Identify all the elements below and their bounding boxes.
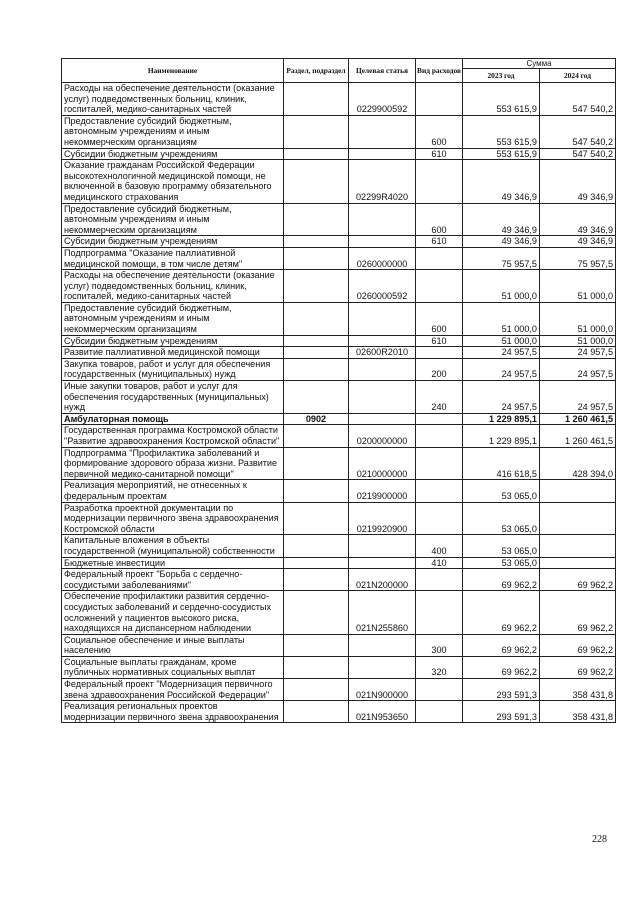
row-value-2023: 553 615,9 — [463, 148, 540, 160]
row-value-2023: 51 000,0 — [463, 270, 540, 303]
row-kind — [416, 413, 463, 425]
row-section — [284, 480, 349, 502]
row-section — [284, 203, 349, 236]
row-name: Субсидии бюджетным учреждениям — [62, 236, 284, 248]
row-code: 0200000000 — [349, 425, 416, 447]
row-code — [349, 358, 416, 380]
row-kind — [416, 160, 463, 203]
row-kind — [416, 447, 463, 480]
row-value-2023: 1 229 895,1 — [463, 413, 540, 425]
row-section — [284, 115, 349, 148]
table-row — [62, 413, 616, 425]
row-name: Закупка товаров, работ и услуг для обеспечения государственных (муниципальных) нужд — [62, 358, 284, 380]
row-section — [284, 447, 349, 480]
row-kind — [416, 569, 463, 591]
row-value-2023: 293 591,3 — [463, 701, 540, 723]
row-name: Подпрограмма "Профилактика заболеваний и формирование здорового образа жизни. Развитие первичной медико-санитарной помощи" — [62, 447, 284, 480]
row-kind: 410 — [416, 557, 463, 569]
row-code: 021N900000 — [349, 679, 416, 701]
row-value-2024: 51 000,0 — [540, 302, 616, 335]
row-kind — [416, 502, 463, 535]
header-year-2024: 2024 год — [540, 69, 616, 83]
table-row — [62, 115, 616, 148]
row-section — [284, 701, 349, 723]
row-code — [349, 203, 416, 236]
row-code — [349, 413, 416, 425]
table-row — [62, 557, 616, 569]
table-row — [62, 701, 616, 723]
row-name: Реализация мероприятий, не отнесенных к федеральным проектам — [62, 480, 284, 502]
row-value-2023: 69 962,2 — [463, 656, 540, 678]
row-code: 021N255860 — [349, 591, 416, 634]
table-row — [62, 381, 616, 414]
row-section — [284, 557, 349, 569]
table-row — [62, 236, 616, 248]
row-code: 02299R4020 — [349, 160, 416, 203]
row-code: 0219920900 — [349, 502, 416, 535]
row-value-2024: 547 540,2 — [540, 148, 616, 160]
row-code: 0219900000 — [349, 480, 416, 502]
row-code — [349, 335, 416, 347]
row-name: Субсидии бюджетным учреждениям — [62, 148, 284, 160]
table-row — [62, 302, 616, 335]
row-kind — [416, 591, 463, 634]
row-value-2024 — [540, 557, 616, 569]
table-row — [62, 160, 616, 203]
row-value-2023: 51 000,0 — [463, 302, 540, 335]
row-name: Капитальные вложения в объекты государственной (муниципальной) собственности — [62, 535, 284, 557]
row-value-2023: 416 618,5 — [463, 447, 540, 480]
row-code — [349, 236, 416, 248]
row-name: Федеральный проект "Модернизация первичного звена здравоохранения Российской Федерации" — [62, 679, 284, 701]
row-section — [284, 160, 349, 203]
row-kind — [416, 701, 463, 723]
row-name: Предоставление субсидий бюджетным, автономным учреждениям и иным некоммерческим организациям — [62, 203, 284, 236]
row-kind — [416, 425, 463, 447]
table-row — [62, 358, 616, 380]
row-name: Субсидии бюджетным учреждениям — [62, 335, 284, 347]
table-row — [62, 591, 616, 634]
table-row — [62, 634, 616, 656]
row-section — [284, 148, 349, 160]
table-row — [62, 656, 616, 678]
table-row — [62, 480, 616, 502]
row-name: Социальные выплаты гражданам, кроме публичных нормативных социальных выплат — [62, 656, 284, 678]
row-value-2023: 49 346,9 — [463, 203, 540, 236]
table-row — [62, 247, 616, 269]
row-value-2023: 53 065,0 — [463, 535, 540, 557]
row-name: Амбулаторная помощь — [62, 413, 284, 425]
row-section — [284, 679, 349, 701]
row-value-2023: 69 962,2 — [463, 634, 540, 656]
row-code: 021N200000 — [349, 569, 416, 591]
row-value-2024: 1 260 461,5 — [540, 413, 616, 425]
row-code — [349, 302, 416, 335]
table-row — [62, 148, 616, 160]
row-value-2023: 53 065,0 — [463, 480, 540, 502]
row-value-2023: 75 957,5 — [463, 247, 540, 269]
row-value-2024: 69 962,2 — [540, 634, 616, 656]
row-section — [284, 335, 349, 347]
row-value-2024 — [540, 480, 616, 502]
row-name: Предоставление субсидий бюджетным, автономным учреждениям и иным некоммерческим организациям — [62, 302, 284, 335]
table-row — [62, 270, 616, 303]
row-code — [349, 634, 416, 656]
table-row — [62, 447, 616, 480]
row-value-2024: 69 962,2 — [540, 591, 616, 634]
row-value-2024: 358 431,8 — [540, 701, 616, 723]
row-section — [284, 236, 349, 248]
row-section — [284, 656, 349, 678]
row-value-2023: 49 346,9 — [463, 160, 540, 203]
row-code: 0260000592 — [349, 270, 416, 303]
table-row — [62, 335, 616, 347]
row-kind: 600 — [416, 115, 463, 148]
row-section — [284, 502, 349, 535]
row-name: Федеральный проект "Борьба с сердечно-сосудистыми заболеваниями" — [62, 569, 284, 591]
row-kind: 400 — [416, 535, 463, 557]
row-code — [349, 535, 416, 557]
row-code: 0210000000 — [349, 447, 416, 480]
row-value-2023: 553 615,9 — [463, 83, 540, 116]
header-kind: Вид расходов — [416, 59, 463, 83]
row-value-2024: 51 000,0 — [540, 270, 616, 303]
row-kind — [416, 347, 463, 359]
row-name: Расходы на обеспечение деятельности (оказание услуг) подведомственных больниц, клиник, госпиталей, медико-санитарных частей — [62, 270, 284, 303]
row-kind — [416, 679, 463, 701]
row-value-2023: 1 229 895,1 — [463, 425, 540, 447]
row-name: Развитие паллиативной медицинской помощи — [62, 347, 284, 359]
row-kind: 320 — [416, 656, 463, 678]
row-value-2024: 75 957,5 — [540, 247, 616, 269]
row-name: Обеспечение профилактики развития сердечно-сосудистых заболеваний и сердечно-сосудистых осложнений у пациентов высокого риска, находящихся на диспансерном наблюдении — [62, 591, 284, 634]
row-value-2024: 51 000,0 — [540, 335, 616, 347]
row-value-2024: 49 346,9 — [540, 160, 616, 203]
header-year-2023: 2023 год — [463, 69, 540, 83]
row-section — [284, 634, 349, 656]
row-name: Бюджетные инвестиции — [62, 557, 284, 569]
row-value-2024 — [540, 535, 616, 557]
table-row — [62, 535, 616, 557]
table-row — [62, 679, 616, 701]
row-code: 02600R2010 — [349, 347, 416, 359]
table-row — [62, 83, 616, 116]
row-value-2023: 24 957,5 — [463, 358, 540, 380]
table-row — [62, 569, 616, 591]
row-value-2023: 53 065,0 — [463, 502, 540, 535]
row-section — [284, 347, 349, 359]
row-value-2023: 293 591,3 — [463, 679, 540, 701]
row-value-2024 — [540, 502, 616, 535]
row-value-2024: 358 431,8 — [540, 679, 616, 701]
row-kind: 600 — [416, 203, 463, 236]
page-number: 228 — [592, 834, 607, 845]
row-kind — [416, 247, 463, 269]
row-section — [284, 535, 349, 557]
row-value-2024: 49 346,9 — [540, 236, 616, 248]
row-value-2024: 547 540,2 — [540, 115, 616, 148]
row-value-2023: 69 962,2 — [463, 591, 540, 634]
row-name: Предоставление субсидий бюджетным, автономным учреждениям и иным некоммерческим организациям — [62, 115, 284, 148]
row-section — [284, 270, 349, 303]
row-value-2024: 24 957,5 — [540, 381, 616, 414]
row-section: 0902 — [284, 413, 349, 425]
table-row — [62, 502, 616, 535]
header-section: Раздел, подраздел — [284, 59, 349, 83]
row-code: 0229900592 — [349, 83, 416, 116]
row-name: Иные закупки товаров, работ и услуг для обеспечения государственных (муниципальных) нужд — [62, 381, 284, 414]
table-row — [62, 347, 616, 359]
row-code — [349, 148, 416, 160]
row-name: Социальное обеспечение и иные выплаты населению — [62, 634, 284, 656]
row-section — [284, 425, 349, 447]
row-kind: 610 — [416, 335, 463, 347]
row-value-2024: 547 540,2 — [540, 83, 616, 116]
row-value-2023: 24 957,5 — [463, 347, 540, 359]
row-value-2024: 69 962,2 — [540, 656, 616, 678]
row-kind — [416, 270, 463, 303]
row-section — [284, 591, 349, 634]
row-section — [284, 247, 349, 269]
row-value-2023: 49 346,9 — [463, 236, 540, 248]
row-name: Оказание гражданам Российской Федерации высокотехнологичной медицинской помощи, не включенной в базовую программу обязательного медицинского страхования — [62, 160, 284, 203]
row-value-2024: 1 260 461,5 — [540, 425, 616, 447]
row-kind: 610 — [416, 148, 463, 160]
row-name: Подпрограмма "Оказание паллиативной медицинской помощи, в том числе детям" — [62, 247, 284, 269]
row-kind: 610 — [416, 236, 463, 248]
budget-table — [61, 58, 616, 723]
row-value-2023: 69 962,2 — [463, 569, 540, 591]
row-name: Реализация региональных проектов модернизации первичного звена здравоохранения — [62, 701, 284, 723]
row-section — [284, 302, 349, 335]
row-code — [349, 115, 416, 148]
row-value-2023: 553 615,9 — [463, 115, 540, 148]
row-value-2024: 428 394,0 — [540, 447, 616, 480]
row-value-2024: 49 346,9 — [540, 203, 616, 236]
row-kind: 200 — [416, 358, 463, 380]
row-name: Разработка проектной документации по модернизации первичного звена здравоохранения Костромской области — [62, 502, 284, 535]
row-kind — [416, 83, 463, 116]
row-value-2023: 24 957,5 — [463, 381, 540, 414]
row-kind — [416, 480, 463, 502]
row-section — [284, 358, 349, 380]
header-sum: Сумма — [463, 59, 616, 69]
row-kind: 300 — [416, 634, 463, 656]
row-kind: 240 — [416, 381, 463, 414]
header-name: Наименование — [62, 59, 284, 83]
table-row — [62, 425, 616, 447]
row-value-2023: 51 000,0 — [463, 335, 540, 347]
row-value-2023: 53 065,0 — [463, 557, 540, 569]
row-section — [284, 569, 349, 591]
row-section — [284, 381, 349, 414]
table-row — [62, 203, 616, 236]
row-code: 021N953650 — [349, 701, 416, 723]
row-value-2024: 24 957,5 — [540, 358, 616, 380]
row-code — [349, 557, 416, 569]
row-value-2024: 24 957,5 — [540, 347, 616, 359]
row-name: Государственная программа Костромской области "Развитие здравоохранения Костромской области" — [62, 425, 284, 447]
row-section — [284, 83, 349, 116]
row-code — [349, 656, 416, 678]
row-value-2024: 69 962,2 — [540, 569, 616, 591]
row-code — [349, 381, 416, 414]
row-code: 0260000000 — [349, 247, 416, 269]
header-target: Целевая статья — [349, 59, 416, 83]
row-kind: 600 — [416, 302, 463, 335]
row-name: Расходы на обеспечение деятельности (оказание услуг) подведомственных больниц, клиник, госпиталей, медико-санитарных частей — [62, 83, 284, 116]
